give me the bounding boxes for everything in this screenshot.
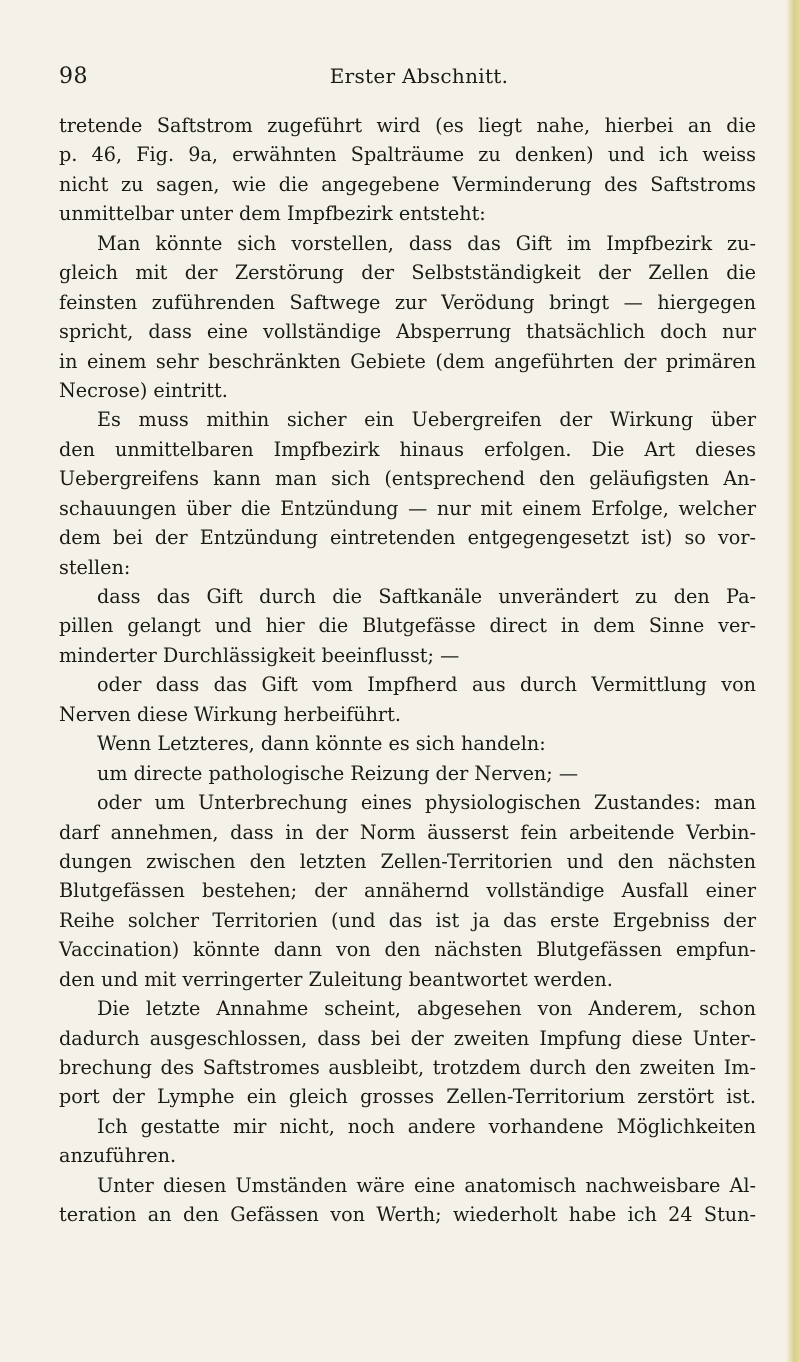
text-line: Wenn Letzteres, dann könnte es sich handeln: — [97, 732, 546, 756]
text-line: Uebergreifens kann man sich (entsprechend den geläufigsten An- — [59, 467, 756, 491]
text-line: den unmittelbaren Impfbezirk hinaus erfolgen. Die Art dieses — [59, 437, 756, 461]
text-line: oder um Unterbrechung eines physiologischen Zustandes: man — [97, 791, 756, 815]
text-line: dungen zwischen den letzten Zellen-Territorien und den nächsten — [59, 849, 756, 873]
text-line: Vaccination) könnte dann von den nächsten Blutgefässen empfun- — [59, 938, 756, 962]
text-line: gleich mit der Zerstörung der Selbstständigkeit der Zellen die — [59, 261, 756, 285]
text-line: darf annehmen, dass in der Norm äusserst fein arbeitende Verbin- — [59, 820, 756, 844]
text-line: um directe pathologische Reizung der Nerven; — — [97, 761, 579, 785]
text-line: schauungen über die Entzündung — nur mit einem Erfolge, welcher — [59, 496, 756, 520]
text-line: in einem sehr beschränkten Gebiete (dem angeführten der primären — [59, 349, 756, 373]
text-line: minderter Durchlässigkeit beeinflusst; — — [59, 643, 460, 667]
text-line: nicht zu sagen, wie die angegebene Verminderung des Saftstroms — [59, 172, 756, 196]
text-line: Ich gestatte mir nicht, noch andere vorhandene Möglichkeiten — [97, 1114, 756, 1138]
text-line: Die letzte Annahme scheint, abgesehen von Anderem, schon — [97, 997, 756, 1021]
text-line: Blutgefässen bestehen; der annähernd vollständige Ausfall einer — [59, 879, 756, 903]
text-line: pillen gelangt und hier die Blutgefässe direct in dem Sinne ver- — [59, 614, 756, 638]
text-line: brechung des Saftstromes ausbleibt, trotzdem durch den zweiten Im- — [59, 1056, 756, 1079]
text-line: p. 46, Fig. 9a, erwähnten Spalträume zu denken) und ich weiss — [59, 143, 756, 167]
text-line: oder dass das Gift vom Impfherd aus durch Vermittlung von — [97, 673, 756, 697]
body-text — [59, 111, 756, 1230]
text-line: dem bei der Entzündung eintretenden entgegengesetzt ist) so vor- — [59, 526, 756, 550]
text-line: anzuführen. — [59, 1144, 177, 1168]
text-line: Reihe solcher Territorien (und das ist ja das erste Ergebniss der — [59, 908, 756, 932]
text-line: stellen: — [59, 555, 131, 579]
text-line: Nerven diese Wirkung herbeiführt. — [59, 702, 401, 726]
text-line: unmittelbar unter dem Impfbezirk entsteht: — [59, 202, 486, 226]
text-line: dass das Gift durch die Saftkanäle unverändert zu den Pa- — [97, 585, 756, 608]
text-line: Necrose) eintritt. — [59, 378, 228, 402]
text-line: Es muss mithin sicher ein Uebergreifen der Wirkung über — [97, 408, 756, 432]
text-line: feinsten zuführenden Saftwege zur Verödung bringt — hiergegen — [59, 290, 756, 314]
page-header — [59, 64, 759, 96]
page-number: 98 — [59, 64, 88, 89]
page-edge — [786, 0, 800, 1362]
text-line: dadurch ausgeschlossen, dass bei der zweiten Impfung diese Unter- — [59, 1026, 756, 1050]
text-line: Man könnte sich vorstellen, dass das Gift im Impfbezirk zu- — [97, 231, 756, 255]
text-line: teration an den Gefässen von Werth; wiederholt habe ich 24 Stun- — [59, 1203, 756, 1227]
text-line: den und mit verringerter Zuleitung beantwortet werden. — [59, 967, 613, 991]
text-line: spricht, dass eine vollständige Absperrung thatsächlich doch nur — [59, 320, 756, 344]
running-title: Erster Abschnitt. — [329, 64, 509, 88]
text-line: port der Lymphe ein gleich grosses Zellen-Territorium zerstört ist. — [59, 1085, 756, 1109]
text-line: Unter diesen Umständen wäre eine anatomisch nachweisbare Al- — [97, 1173, 756, 1197]
text-line: tretende Saftstrom zugeführt wird (es liegt nahe, hierbei an die — [59, 114, 756, 137]
